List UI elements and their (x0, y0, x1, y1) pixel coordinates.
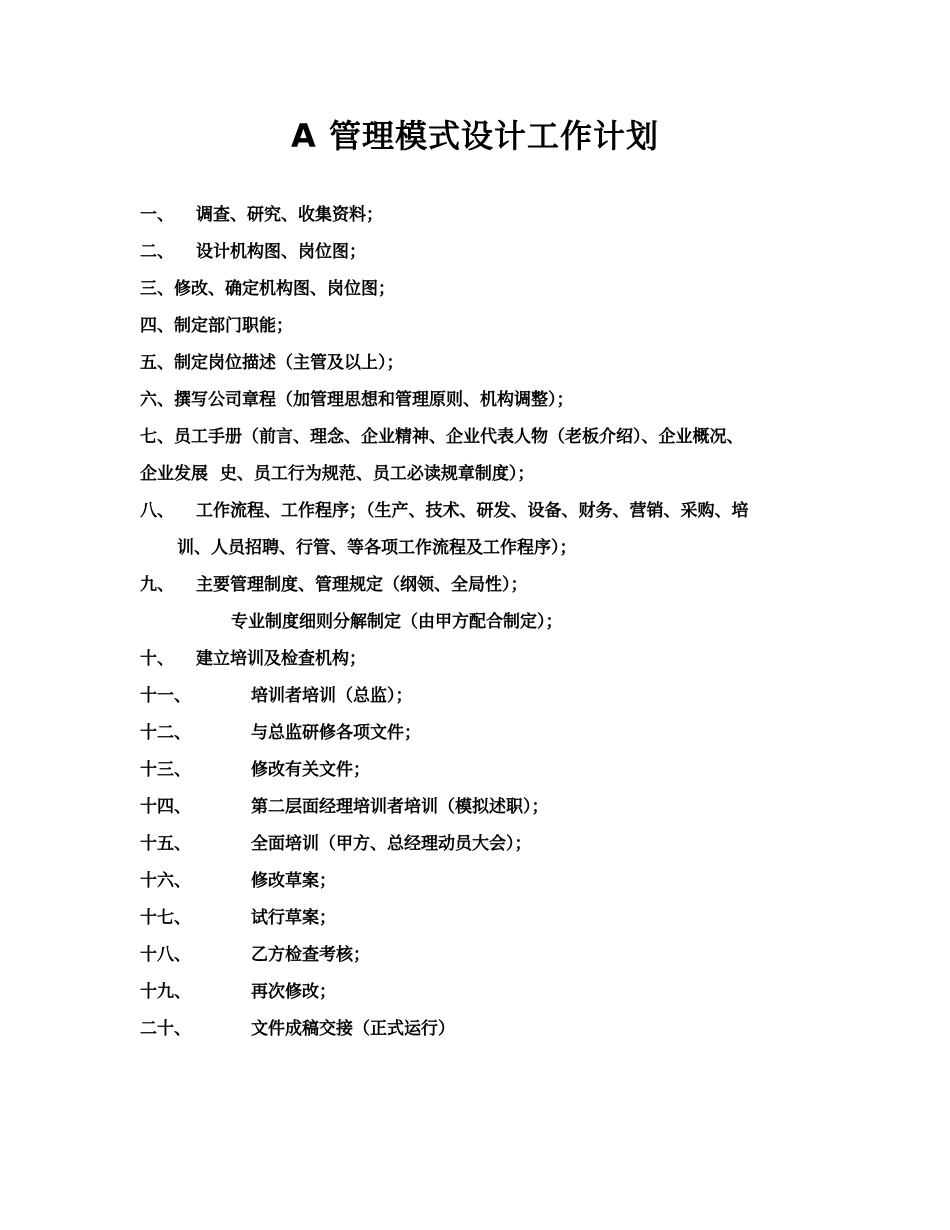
list-item (140, 980, 336, 1004)
list-item (140, 869, 336, 893)
list-item (140, 425, 744, 449)
item-text: 修改草案； (251, 871, 336, 891)
item-number: 十五、 (140, 834, 191, 854)
list-item (140, 203, 383, 227)
item-text: 五、制定岗位描述（主管及以上）； (140, 353, 404, 373)
list-item (140, 758, 370, 782)
item-number: 十三、 (140, 760, 191, 780)
item-text: 乙方检查考核； (251, 945, 370, 965)
list-item (140, 240, 366, 264)
item-number: 十、 (140, 649, 174, 669)
item-number: 二、 (140, 242, 174, 262)
list-item (140, 795, 549, 819)
item-number: 十二、 (140, 723, 191, 743)
list-item (140, 499, 749, 523)
list-item (140, 1017, 455, 1041)
item-number: 十四、 (140, 797, 191, 817)
list-item (140, 943, 370, 967)
list-item (140, 388, 574, 412)
item-text: 全面培训（甲方、总经理动员大会）； (251, 834, 532, 854)
item-text: 训、人员招聘、行管、等各项工作流程及工作程序）； (177, 538, 577, 558)
item-text: 试行草案； (251, 908, 336, 928)
item-text: 七、员工手册（前言、理念、企业精神、企业代表人物（老板介绍）、企业概况、 (140, 427, 744, 447)
item-number: 八、 (140, 501, 174, 521)
item-number: 二十、 (140, 1019, 191, 1039)
item-text: 文件成稿交接（正式运行） (251, 1019, 455, 1039)
list-item (140, 573, 528, 597)
list-item-continuation (177, 536, 577, 560)
list-item (140, 721, 421, 745)
item-text: 专业制度细则分解制定（由甲方配合制定）； (231, 612, 563, 632)
list-item (140, 647, 366, 671)
item-number: 十七、 (140, 908, 191, 928)
item-text: 三、修改、确定机构图、岗位图； (140, 279, 395, 299)
list-item-continuation (140, 462, 534, 486)
list-item (140, 906, 336, 930)
item-text: 培训者培训（总监）； (251, 686, 413, 706)
list-item (140, 351, 404, 375)
item-number: 十九、 (140, 982, 191, 1002)
item-text: 与总监研修各项文件； (251, 723, 421, 743)
item-text: 六、撰写公司章程（加管理思想和管理原则、机构调整）； (140, 390, 574, 410)
item-text: 主要管理制度、管理规定（纲领、全局性）； (196, 575, 528, 595)
list-item-continuation (231, 610, 563, 634)
item-text: 四、制定部门职能； (140, 316, 293, 336)
item-text: 建立培训及检查机构； (196, 649, 366, 669)
item-text: 企业发展 史、员工行为规范、员工必读规章制度）； (140, 464, 535, 484)
item-text: 工作流程、工作程序；（生产、技术、研发、设备、财务、营销、采购、培 (196, 501, 749, 521)
item-text: 设计机构图、岗位图； (196, 242, 366, 262)
list-item (140, 832, 532, 856)
item-number: 九、 (140, 575, 174, 595)
item-text: 第二层面经理培训者培训（模拟述职）； (251, 797, 549, 817)
item-number: 十一、 (140, 686, 191, 706)
item-number: 一、 (140, 205, 174, 225)
item-text: 调查、研究、收集资料； (196, 205, 383, 225)
item-number: 十八、 (140, 945, 191, 965)
item-number: 十六、 (140, 871, 191, 891)
list-item (140, 684, 413, 708)
list-item (140, 314, 293, 338)
document-title: A 管理模式设计工作计划 (291, 117, 659, 155)
item-text: 再次修改； (251, 982, 336, 1002)
list-item (140, 277, 395, 301)
item-text: 修改有关文件； (251, 760, 370, 780)
